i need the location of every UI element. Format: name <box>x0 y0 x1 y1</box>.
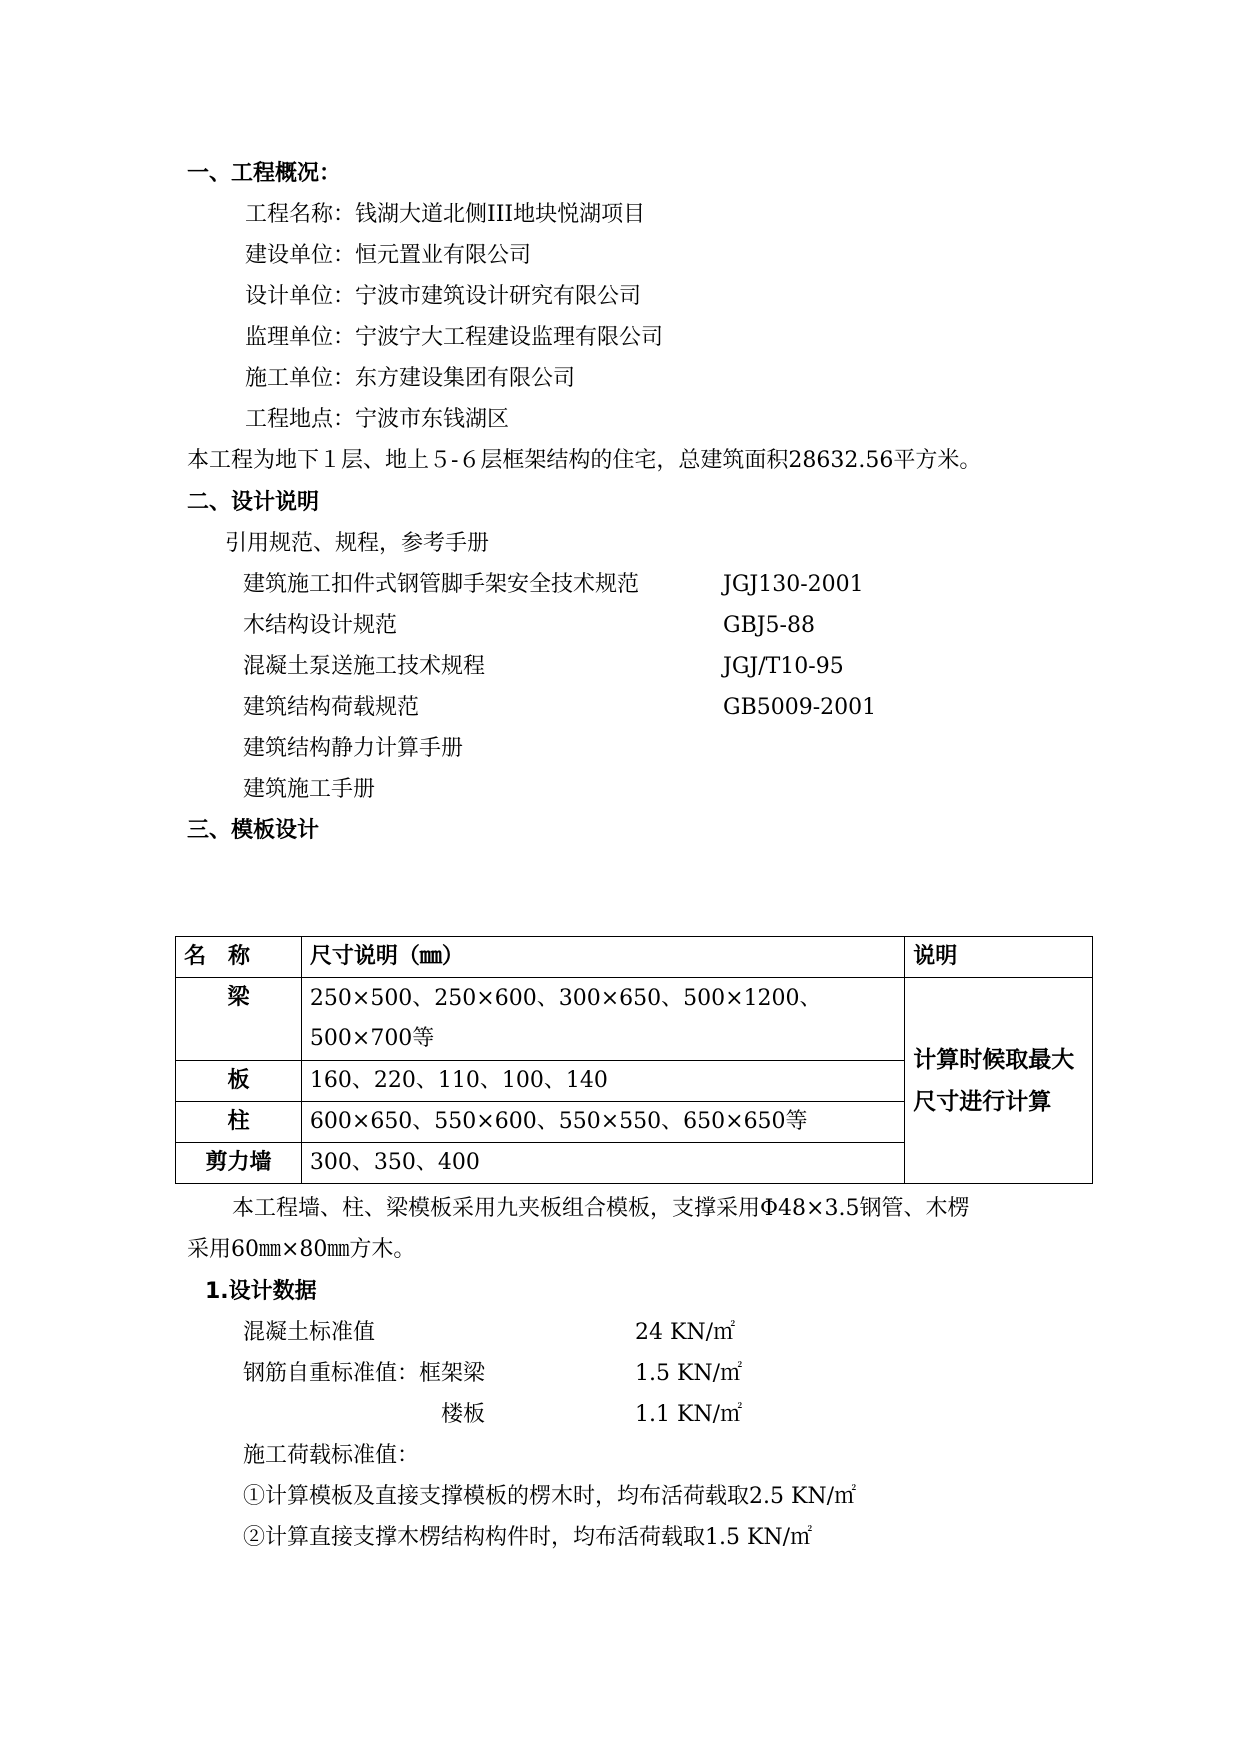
references-intro: 引用规范、规程，参考手册 <box>225 531 490 556</box>
slab-label: 楼板 <box>441 1402 486 1427</box>
formwork-size-table <box>175 936 1093 1184</box>
header-name: 名 称 <box>176 937 302 978</box>
construction-load-item-2: ②计算直接支撑木楞结构构件时，均布活荷载取1.5 KN/㎡ <box>243 1525 813 1550</box>
project-name-line: 工程名称：钱湖大道北侧III地块悦湖项目 <box>245 202 646 227</box>
concrete-label: 混凝土标准值 <box>243 1320 376 1345</box>
owner-line: 建设单位：恒元置业有限公司 <box>245 243 532 268</box>
project-summary: 本工程为地下１层、地上５-６层框架结构的住宅，总建筑面积28632.56平方米。 <box>187 448 982 473</box>
header-note: 说明 <box>905 937 1093 978</box>
table-note: 计算时候取最大尺寸进行计算 <box>905 978 1093 1184</box>
construction-load-label: 施工荷载标准值： <box>243 1443 420 1468</box>
section-1-title: 一、工程概况： <box>187 161 342 186</box>
row-size: 300、350、400 <box>301 1143 904 1184</box>
formwork-paragraph-line-2: 采用60㎜×80㎜方木。 <box>187 1237 416 1262</box>
reference-name: 混凝土泵送施工技术规程 <box>243 654 486 679</box>
header-size: 尺寸说明（㎜） <box>301 937 904 978</box>
designer-line: 设计单位：宁波市建筑设计研究有限公司 <box>245 284 642 309</box>
table-row <box>176 978 1093 1061</box>
concrete-value: 24 KN/㎡ <box>635 1320 736 1345</box>
section-2-title: 二、设计说明 <box>187 490 320 515</box>
row-size: 600×650、550×600、550×550、650×650等 <box>301 1102 904 1143</box>
row-name: 板 <box>176 1061 302 1102</box>
formwork-paragraph-line-1: 本工程墙、柱、梁模板采用九夹板组合模板，支撑采用Φ48×3.5钢管、木楞 <box>232 1196 970 1221</box>
reference-code: GB5009-2001 <box>723 695 877 720</box>
location-line: 工程地点：宁波市东钱湖区 <box>245 407 510 432</box>
reference-name: 建筑结构静力计算手册 <box>243 736 464 761</box>
reference-name: 建筑结构荷载规范 <box>243 695 420 720</box>
table-header-row <box>176 937 1093 978</box>
reference-code: JGJ/T10-95 <box>723 654 844 679</box>
steel-value: 1.5 KN/㎡ <box>635 1361 743 1386</box>
row-name: 柱 <box>176 1102 302 1143</box>
row-name: 梁 <box>176 978 302 1061</box>
slab-value: 1.1 KN/㎡ <box>635 1402 743 1427</box>
design-data-title: 1.设计数据 <box>205 1279 317 1304</box>
row-size: 160、220、110、100、140 <box>301 1061 904 1102</box>
reference-name: 建筑施工手册 <box>243 777 376 802</box>
row-name: 剪力墙 <box>176 1143 302 1184</box>
steel-label: 钢筋自重标准值：框架梁 <box>243 1361 486 1386</box>
reference-name: 建筑施工扣件式钢管脚手架安全技术规范 <box>243 572 640 597</box>
supervisor-line: 监理单位：宁波宁大工程建设监理有限公司 <box>245 325 664 350</box>
reference-code: JGJ130-2001 <box>723 572 864 597</box>
reference-name: 木结构设计规范 <box>243 613 398 638</box>
construction-load-item-1: ①计算模板及直接支撑模板的楞木时，均布活荷载取2.5 KN/㎡ <box>243 1484 857 1509</box>
section-3-title: 三、模板设计 <box>187 818 320 843</box>
contractor-line: 施工单位：东方建设集团有限公司 <box>245 366 576 391</box>
row-size: 250×500、250×600、300×650、500×1200、500×700等 <box>301 978 904 1061</box>
reference-code: GBJ5-88 <box>723 613 815 638</box>
